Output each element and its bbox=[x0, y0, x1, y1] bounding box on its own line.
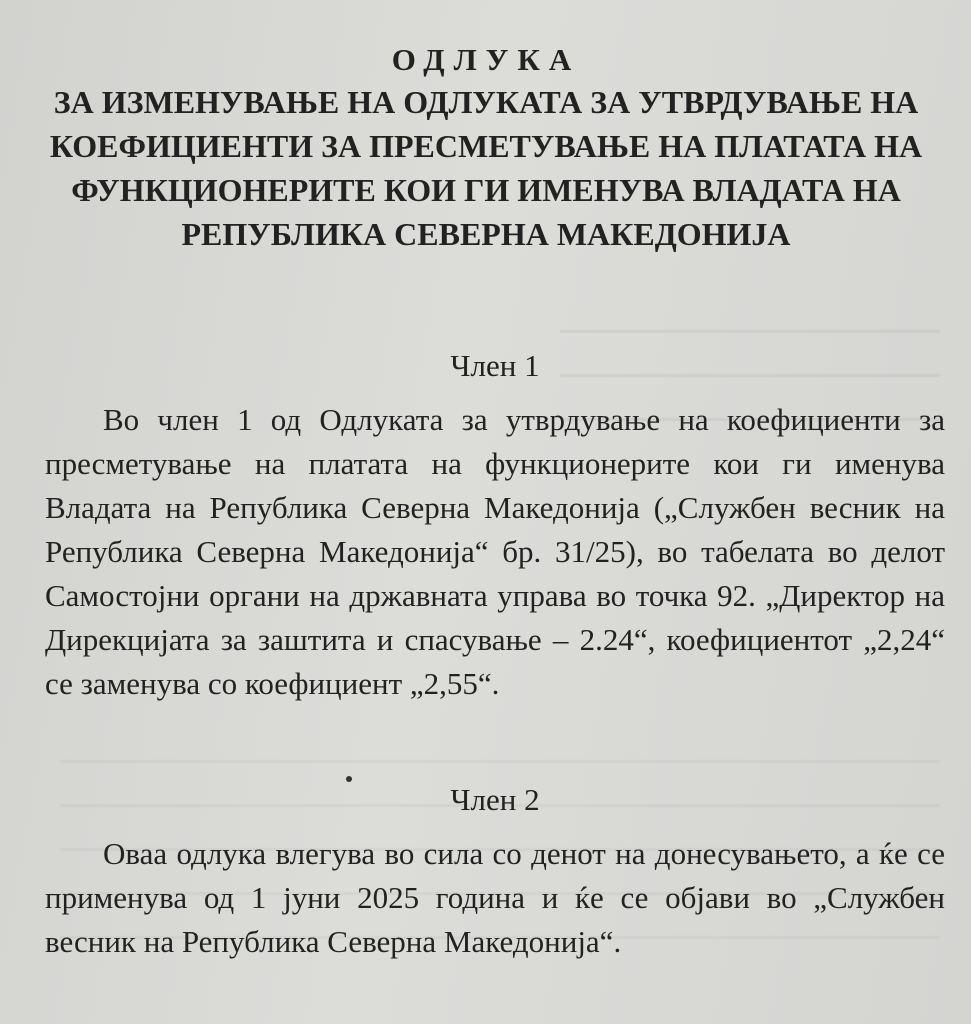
article-1-heading: Член 1 bbox=[450, 348, 540, 383]
article-1-body: Во член 1 од Одлуката за утврдување на коефициенти за пресметување на платата на функционерите кои ги именува Владата на Република Северна Македонија („Службен весник на Република Северна Македонија“ бр. 31/25), во табелата во делот Самостојни органи на државната управа во точка 92. „Директор на Дирекцијата за заштита и спасување – 2.24“, коефициентот „2,24“ се заменува со коефициент „2,55“. bbox=[45, 402, 945, 701]
article-1 bbox=[45, 346, 945, 706]
article-2 bbox=[45, 780, 945, 964]
decision-title-block bbox=[30, 40, 942, 256]
decision-title: ОДЛУКА bbox=[391, 42, 581, 77]
article-2-heading: Член 2 bbox=[450, 782, 540, 817]
decision-subtitle: ЗА ИЗМЕНУВАЊЕ НА ОДЛУКАТА ЗА УТВРДУВАЊЕ НА КОЕФИЦИЕНТИ ЗА ПРЕСМЕТУВАЊЕ НА ПЛАТАТА НА ФУНКЦИОНЕРИТЕ КОИ ГИ ИМЕНУВА ВЛАДАТА НА РЕПУБЛИКА СЕВЕРНА МАКЕДОНИЈА bbox=[49, 84, 923, 252]
article-2-body: Оваа одлука влегува во сила со денот на донесувањето, а ќе се применува од 1 јуни 2025 година и ќе се објави во „Службен весник на Република Северна Македонија“. bbox=[45, 836, 945, 959]
